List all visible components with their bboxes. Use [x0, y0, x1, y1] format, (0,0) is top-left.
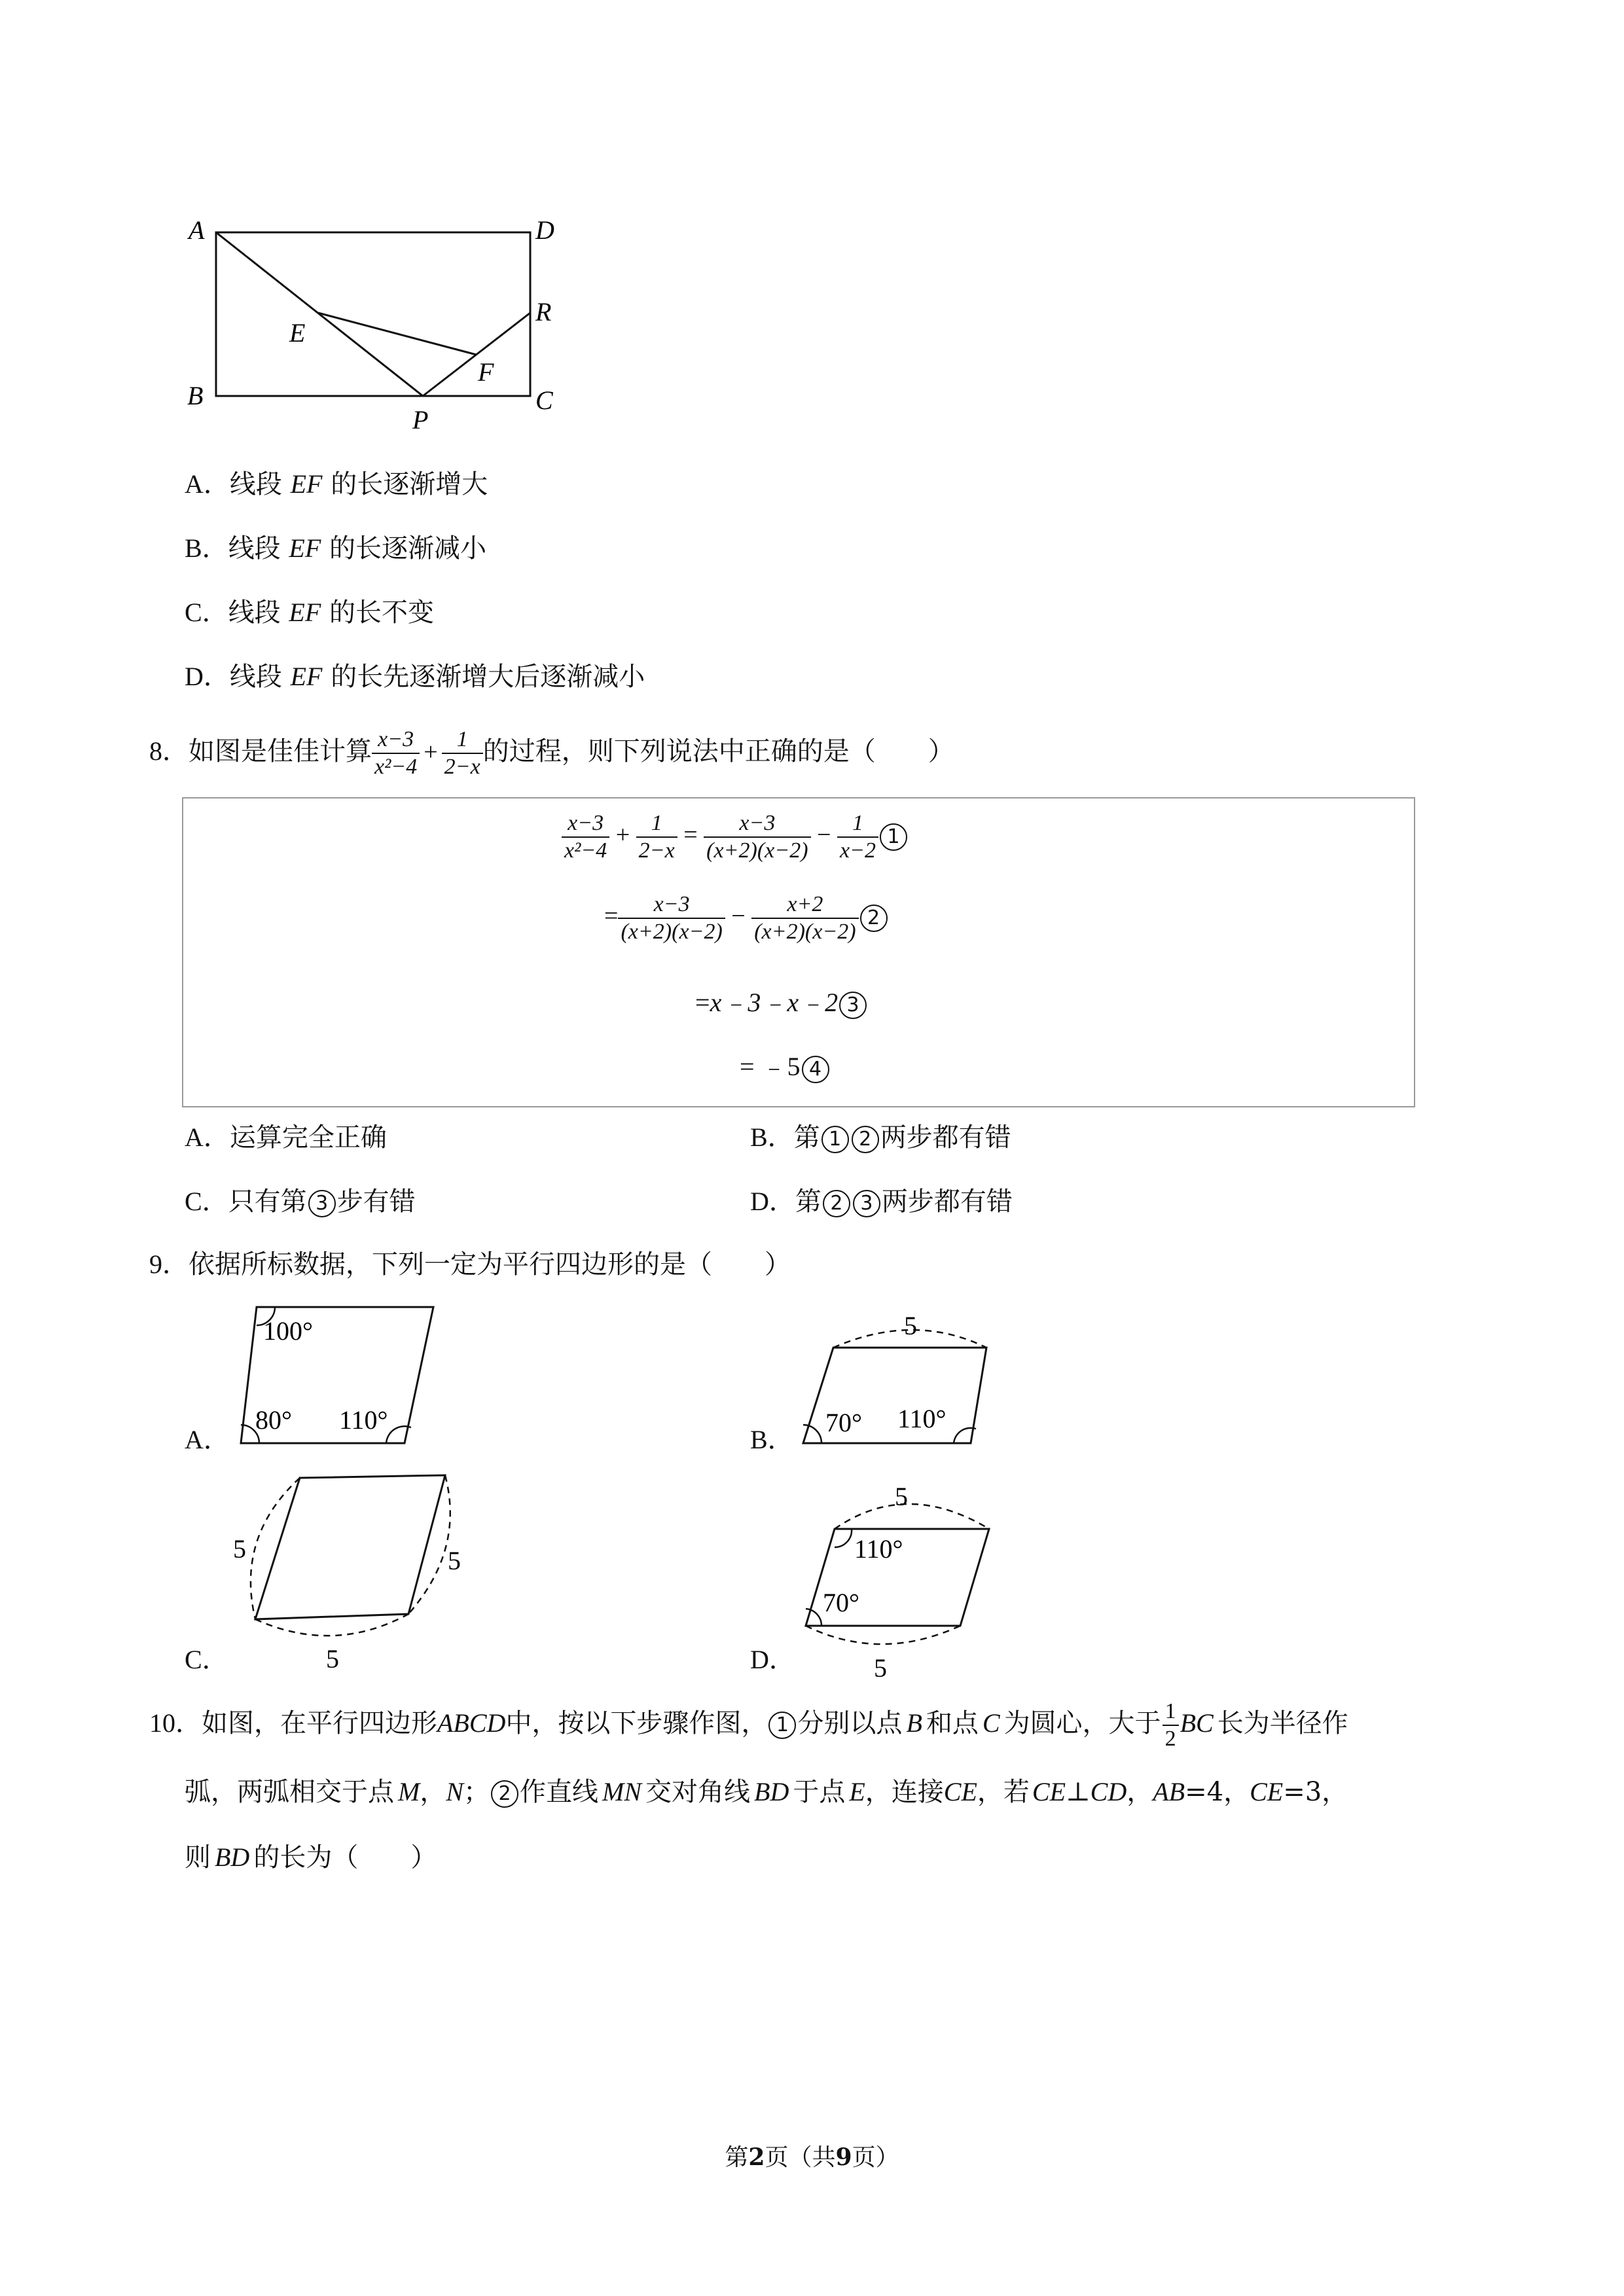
q8-stem: 8．如图是佳佳计算 $\frac{x-3}{\text{x²−4}}$ + $\frac{1}{2-x}$ 的过程，则下列说法中正确的是（ ） [149, 727, 954, 779]
q7-option-b[interactable]: B．线段 EF 的长逐渐减小 [185, 533, 486, 564]
q7-option-d[interactable]: D．线段 EF 的长先逐渐增大后逐渐减小 [185, 662, 645, 692]
length-label-bottom: 5 [326, 1644, 339, 1674]
q9-figure-c[interactable] [223, 1465, 484, 1681]
length-label-top: 5 [904, 1311, 917, 1340]
angle-label-bottom-left: 70° [825, 1408, 862, 1437]
calc-line-1: $\frac{x-3}{\text{x²−4}}$ + $\frac{1}{2-x}$ = $\frac{x-3}{(x+2)(x-2)}$ − $\frac{1}{x-2}$ 1 [562, 810, 909, 864]
q8-calculation-box [182, 797, 1415, 1107]
q10-line-3: 则 BD 的长为（ ） [185, 1842, 437, 1873]
q8-stem-fraction-2: $\frac{1}{2-x}$ [442, 726, 483, 780]
step-marker-1: 1 [880, 823, 907, 851]
q10-line-1: 10．如图，在平行四边形ABCD中，按以下步骤作图， 1 分别以点 B 和点 C 为圆心，大于 $\frac{1}{2}$ BC 长为半径作 [149, 1699, 1348, 1751]
q8-stem-fraction-1: $\frac{x-3}{\text{x²−4}}$ [372, 726, 420, 780]
q9-option-d-letter[interactable]: D． [750, 1645, 795, 1674]
length-label-top: 5 [895, 1482, 908, 1511]
angle-label-bottom-left: 70° [823, 1588, 859, 1617]
length-label-left: 5 [233, 1534, 246, 1564]
label-f: F [478, 357, 494, 387]
angle-label-top: 100° [263, 1316, 313, 1346]
q7-option-a[interactable]: A．线段 EF 的长逐渐增大 [185, 469, 488, 499]
q7-figure [177, 209, 583, 445]
q10-line-2: 弧，两弧相交于点 M，N； 2 作直线 MN 交对角线 BD 于点 E，连接CE，若 CE⊥CD，AB=4，CE=3， [185, 1777, 1348, 1807]
calc-line-4: = ﹣5 4 [740, 1046, 831, 1083]
q9-figure-a[interactable] [223, 1299, 445, 1450]
question-number: 9． [149, 1249, 189, 1279]
q9-option-c-letter[interactable]: C． [185, 1645, 228, 1674]
calc-line-3: =x﹣3﹣x﹣2 3 [695, 982, 868, 1019]
half-fraction: $\frac{1}{2}$ [1163, 1698, 1179, 1752]
q9-figure-b[interactable] [789, 1306, 998, 1450]
step-marker-2: 2 [860, 905, 888, 932]
q9-option-b-letter[interactable]: B． [750, 1425, 794, 1454]
calc-line-2: = $\frac{x-3}{(x+2)(x-2)}$ − $\frac{x+2}{(x+2)(x-2)}$ 2 [604, 891, 889, 945]
segment-ef [318, 313, 477, 355]
angle-label-bottom-right: 110° [339, 1405, 388, 1435]
question-number: 10． [149, 1708, 202, 1738]
label-p: P [412, 405, 429, 435]
label-r: R [535, 297, 552, 327]
q9-option-a-letter[interactable]: A． [185, 1425, 230, 1454]
question-number: 8． [149, 736, 189, 766]
q8-option-b[interactable]: B．第 1 2 两步都有错 [750, 1122, 1011, 1153]
step-marker-4: 4 [802, 1056, 829, 1083]
angle-label-bottom-left: 80° [255, 1405, 292, 1435]
q8-option-d[interactable]: D．第 2 3 两步都有错 [750, 1187, 1013, 1217]
q8-option-c[interactable]: C．只有第 3 步有错 [185, 1187, 416, 1217]
length-label-right: 5 [448, 1546, 461, 1575]
angle-label-bottom-right: 110° [897, 1404, 947, 1433]
angle-label-top-left: 110° [854, 1534, 903, 1564]
length-label-bottom: 5 [874, 1653, 887, 1682]
label-c: C [535, 386, 553, 415]
label-d: D [535, 215, 554, 245]
label-b: B [187, 381, 204, 410]
page-footer: 第2页（共9页） [725, 2144, 899, 2171]
q7-option-c[interactable]: C．线段 EF 的长不变 [185, 598, 434, 628]
q8-option-a[interactable]: A．运算完全正确 [185, 1122, 387, 1153]
q9-stem: 9．依据所标数据，下列一定为平行四边形的是（ ） [149, 1249, 791, 1280]
q9-figure-d[interactable] [789, 1479, 1011, 1682]
label-a: A [189, 215, 205, 245]
label-e: E [289, 318, 306, 348]
step-marker-3: 3 [839, 992, 867, 1019]
